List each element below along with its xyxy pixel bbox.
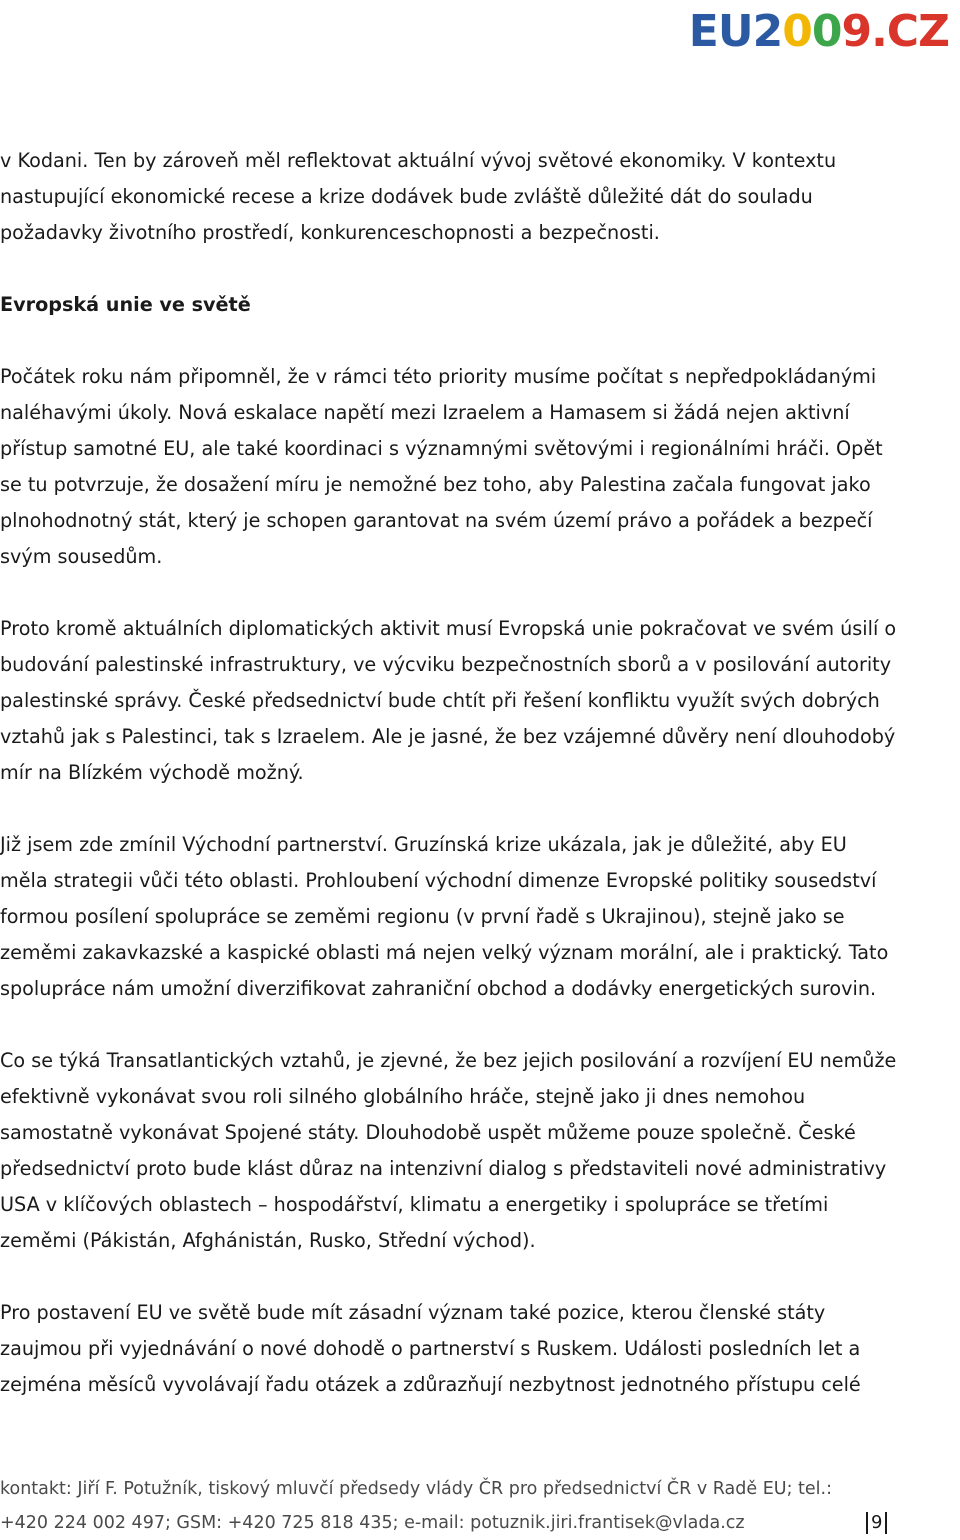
- logo-part-eu: EU: [688, 6, 753, 57]
- page-footer: [0, 1472, 900, 1540]
- logo-part-digit-0a: 0: [782, 6, 812, 57]
- logo-part-digit-2: 2: [752, 6, 783, 57]
- page-number: 9: [866, 1512, 887, 1534]
- paragraph-transatlantic: Co se týká Transatlantických vztahů, je zjevné, že bez jejich posilování a rozvíjení EU nemůže efektivně vykonávat svou roli silného globálního hráče, stejně jako ji dnes nemohou samostatně vykonávat Spojené státy. Dlouhodobě uspět můžeme pouze společně. České předsednictví proto bude klást důraz na intenzivní dialog s představiteli nové administrativy USA v klíčových oblastech – hospodářství, klimatu a energetiky i spolupráce se třetími zeměmi (Pákistán, Afghánistán, Rusko, Střední východ).: [0, 1049, 897, 1252]
- paragraph-russia: Pro postavení EU ve světě bude mít zásadní význam také pozice, kterou členské státy zaujmou při vyjednávání o nové dohodě o partnerství s Ruskem. Události posledních let a zejména měsíců vyvolávají řadu otázek a zdůrazňují nezbytnost jednotného přístupu celé: [0, 1301, 861, 1396]
- document-body: [0, 143, 900, 1439]
- paragraph-continuation: v Kodani. Ten by zároveň měl reflektovat aktuální vývoj světové ekonomiky. V kontextu nastupující ekonomické recese a krize dodávek bude zvláště důležité dát do souladu požadavky životního prostředí, konkurenceschopnosti a bezpečnosti.: [0, 149, 837, 244]
- logo-part-digit-0b: 0: [811, 6, 842, 57]
- eu2009-logo: [688, 6, 949, 57]
- logo-part-cz: CZ: [886, 6, 949, 57]
- paragraph-palestine: Proto kromě aktuálních diplomatických aktivit musí Evropská unie pokračovat ve svém úsilí o budování palestinské infrastruktury, ve výcviku bezpečnostních sborů a v posilování autority palestinské správy. České předsednictví bude chtít při řešení konfliktu využít svých dobrých vztahů jak s Palestinci, tak s Izraelem. Ale je jasné, že bez vzájemné důvěry není dlouhodobý mír na Blízkém východě možný.: [0, 617, 897, 784]
- paragraph-middle-east: Počátek roku nám připomněl, že v rámci této priority musíme počítat s nepředpokládanými naléhavými úkoly. Nová eskalace napětí mezi Izraelem a Hamasem si žádá nejen aktivní přístup samotné EU, ale také koordinaci s významnými světovými i regionálními hráči. Opět se tu potvrzuje, že dosažení míru je nemožné bez toho, aby Palestina začala fungovat jako plnohodnotný stát, který je schopen garantovat na svém území právo a pořádek a bezpečí svým sousedům.: [0, 365, 883, 568]
- paragraph-eastern-partnership: Již jsem zde zmínil Východní partnerství. Gruzínská krize ukázala, jak je důležité, aby EU měla strategii vůči této oblasti. Prohloubení východní dimenze Evropské politiky sousedství formou posílení spolupráce se zeměmi regionu (v první řadě s Ukrajinou), stejně jako se zeměmi zakavkazské a kaspické oblasti má nejen velký význam morální, ale i praktický. Tato spolupráce nám umožní diverzifikovat zahraniční obchod a dodávky energetických surovin.: [0, 833, 889, 1000]
- section-heading: Evropská unie ve světě: [0, 293, 251, 316]
- logo-part-dot: .: [871, 6, 887, 57]
- footer-phone-line: +420 224 002 497; GSM: +420 725 818 435; e-mail: potuznik.jiri.frantisek@vlada.cz: [0, 1513, 745, 1533]
- footer-contact-line: kontakt: Jiří F. Potužník, tiskový mluvčí předsedy vlády ČR pro předsednictví ČR v Radě EU; tel.:: [0, 1479, 832, 1499]
- logo-part-digit-9: 9: [841, 6, 872, 57]
